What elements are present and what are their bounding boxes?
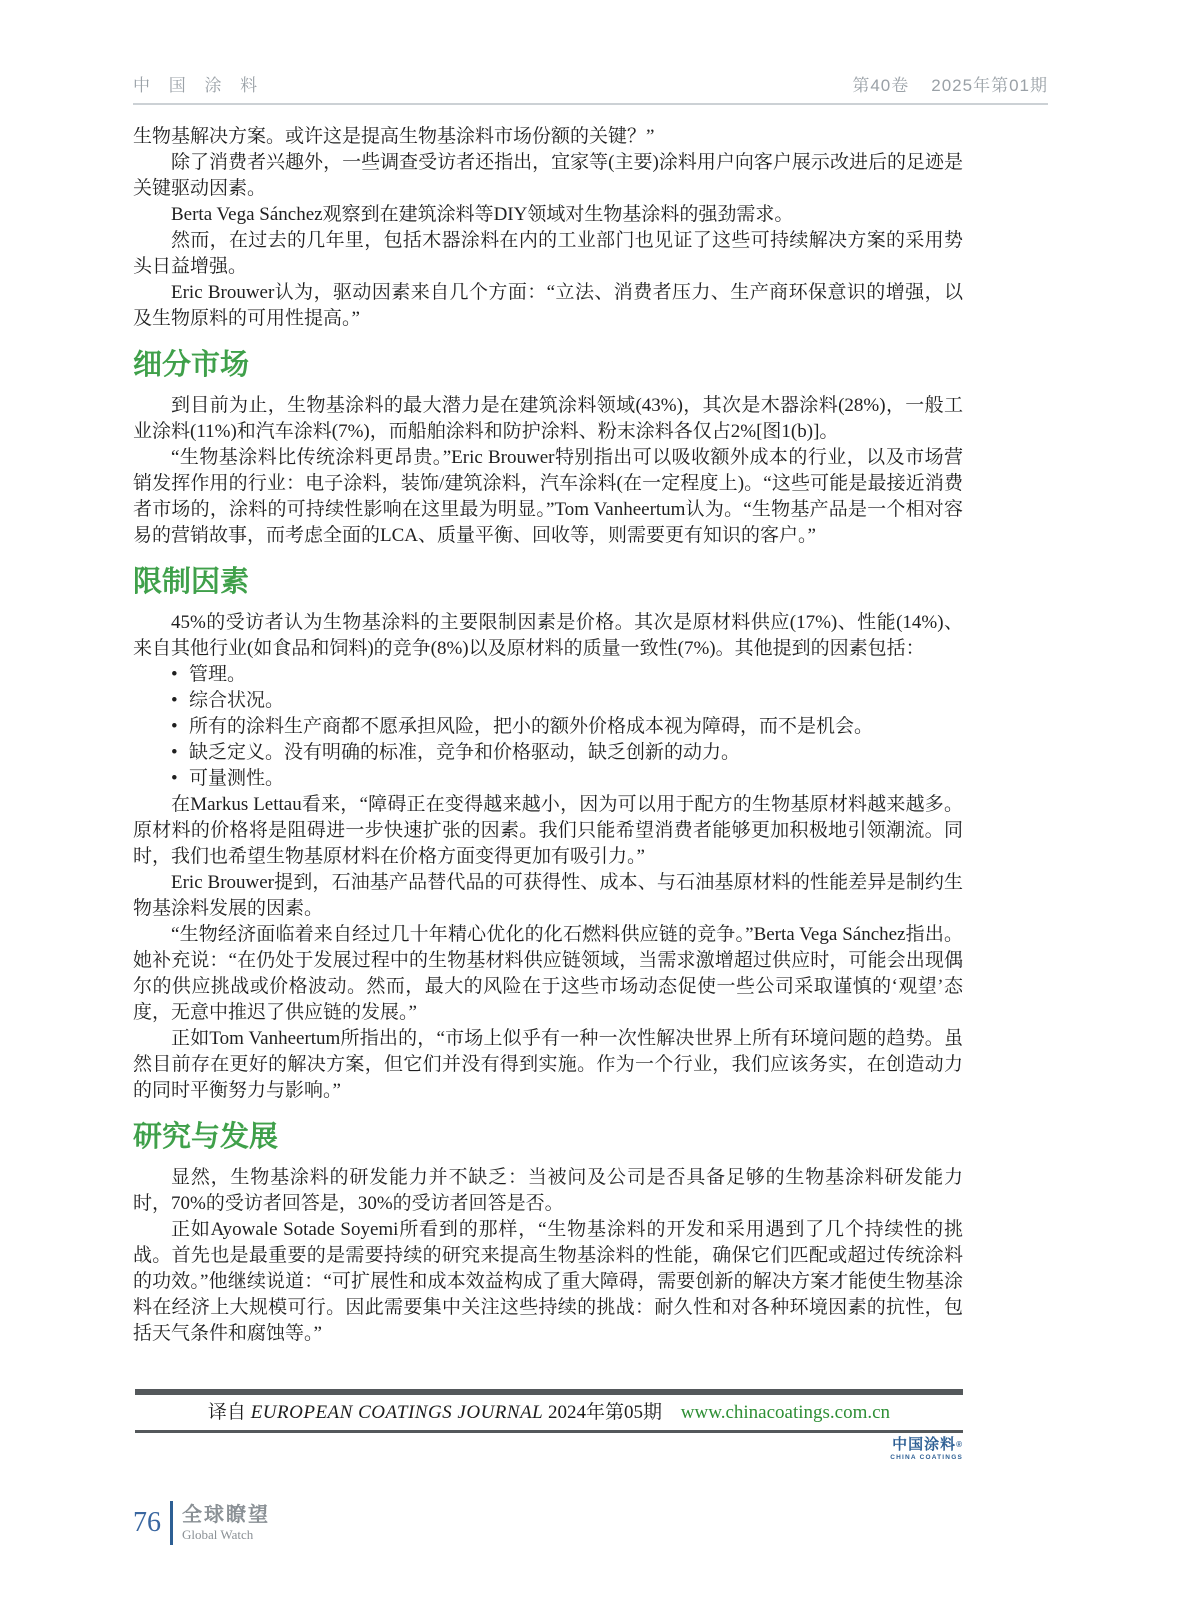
paragraph: 在Markus Lettau看来，“障碍正在变得越来越小，因为可以用于配方的生物基原材料越来越多。原材料的价格将是阻碍进一步快速扩张的因素。我们只能希望消费者能够更加积极地引领潮流。同时，我们也希望生物基原材料在价格方面变得更加有吸引力。” (133, 794, 963, 867)
section-research-development (133, 1120, 963, 1347)
volume-label: 第40卷 (852, 76, 910, 95)
section-heading: 研究与发展 (133, 1121, 279, 1153)
paragraph: “生物基涂料比传统涂料更昂贵。”Eric Brouwer特别指出可以吸收额外成本的行业，以及市场营销发挥作用的行业：电子涂料，装饰/建筑涂料，汽车涂料(在一定程度上)。“这些可能是最接近消费者市场的，涂料的可持续性影响在这里最为明显。”Tom Vanheertum认为。“生物基产品是一个相对容易的营销故事，而考虑全面的LCA、质量平衡、回收等，则需要更有知识的客户。” (133, 447, 963, 546)
paragraph: Eric Brouwer提到，石油基产品替代品的可获得性、成本、与石油基原材料的性能差异是制约生物基涂料发展的因素。 (133, 872, 963, 919)
paragraph: “生物经济面临着来自经过几十年精心优化的化石燃料供应链的竞争。”Berta Vega Sánchez指出。她补充说：“在仍处于发展过程中的生物基材料供应链领域，当需求激增超过供应时，可能会出现偶尔的供应挑战或价格波动。然而，最大的风险在于这些市场动态促使一些公司采取谨慎的‘观望’态度，无意中推迟了供应链的发展。” (133, 924, 963, 1023)
list-item: • 管理。 (133, 662, 963, 688)
page-footer (133, 1500, 270, 1546)
source-journal-title: EUROPEAN COATINGS JOURNAL (250, 1402, 544, 1423)
section-market-segments (133, 348, 963, 549)
paragraph: 到目前为止，生物基涂料的最大潜力是在建筑涂料领域(43%)，其次是木器涂料(28%)，一般工业涂料(11%)和汽车涂料(7%)，而船舶涂料和防护涂料、粉末涂料各仅占2%[图1(b)]。 (133, 395, 963, 442)
column-title (173, 1500, 270, 1546)
source-issue: 2024年第05期 (548, 1402, 663, 1423)
paragraph: 正如Ayowale Sotade Soyemi所看到的那样，“生物基涂料的开发和采用遇到了几个持续性的挑战。首先也是最重要的是需要持续的研究来提高生物基涂料的性能，确保它们匹配或超过传统涂料的功效。”他继续说道：“可扩展性和成本效益构成了重大障碍，需要创新的解决方案才能使生物基涂料在经济上大规模可行。因此需要集中关注这些持续的挑战：耐久性和对各种环境因素的抗性，包括天气条件和腐蚀等。” (133, 1219, 963, 1344)
logo-text-cn (135, 1437, 963, 1453)
column-title-cn: 全球瞭望 (182, 1503, 270, 1526)
article-body (133, 124, 963, 1347)
issue-label: 2025年第01期 (931, 76, 1048, 95)
paragraph: 生物基解决方案。或许这是提高生物基涂料市场份额的关键？” (133, 126, 655, 147)
paragraph: Eric Brouwer认为，驱动因素来自几个方面：“立法、消费者压力、生产商环保意识的增强，以及生物原料的可用性提高。” (133, 282, 963, 329)
list-item: • 缺乏定义。没有明确的标准，竞争和价格驱动，缺乏创新的动力。 (133, 740, 963, 766)
paragraph: 除了消费者兴趣外，一些调查受访者还指出，宜家等(主要)涂料用户向客户展示改进后的足迹是关键驱动因素。 (133, 152, 963, 199)
journal-name-cn: 中 国 涂 料 (133, 76, 265, 95)
list-item: • 综合状况。 (133, 688, 963, 714)
source-bar (135, 1389, 963, 1433)
source-url: www.chinacoatings.com.cn (680, 1402, 891, 1423)
section-heading: 细分市场 (133, 349, 250, 381)
section-limiting-factors (133, 565, 963, 1104)
volume-issue (852, 76, 1048, 96)
paragraph: 正如Tom Vanheertum所指出的，“市场上似乎有一种一次性解决世界上所有环境问题的趋势。虽然目前存在更好的解决方案，但它们并没有得到实施。作为一个行业，我们应该务实，在创造动力的同时平衡努力与影响。” (133, 1028, 963, 1101)
paragraph: 然而，在过去的几年里，包括木器涂料在内的工业部门也见证了这些可持续解决方案的采用势头日益增强。 (133, 230, 963, 277)
paragraph: 显然，生物基涂料的研发能力并不缺乏：当被问及公司是否具备足够的生物基涂料研发能力时，70%的受访者回答是，30%的受访者回答是否。 (133, 1167, 963, 1214)
list-item: • 所有的涂料生产商都不愿承担风险，把小的额外价格成本视为障碍，而不是机会。 (133, 714, 963, 740)
paragraph: 45%的受访者认为生物基涂料的主要限制因素是价格。其次是原材料供应(17%)、性能(14%)、来自其他行业(如食品和饲料)的竞争(8%)以及原材料的质量一致性(7%)。其他提到的因素包括： (133, 612, 963, 659)
limitations-list (133, 662, 963, 792)
source-prefix: 译自 (207, 1402, 246, 1423)
source-line (135, 1395, 963, 1430)
divider-thin (135, 1430, 963, 1433)
section-heading: 限制因素 (133, 566, 250, 598)
page-header (133, 76, 1048, 105)
logo-cn-chars: 中国涂料 (892, 1436, 957, 1453)
page-number: 76 (133, 1507, 161, 1538)
china-coatings-logo (135, 1437, 963, 1462)
registered-mark-icon: ® (956, 1440, 963, 1449)
column-title-en: Global Watch (182, 1526, 254, 1542)
logo-text-en: CHINA COATINGS (890, 1454, 963, 1461)
paragraph: Berta Vega Sánchez观察到在建筑涂料等DIY领域对生物基涂料的强劲需求。 (171, 204, 794, 225)
list-item: • 可量测性。 (133, 766, 963, 792)
